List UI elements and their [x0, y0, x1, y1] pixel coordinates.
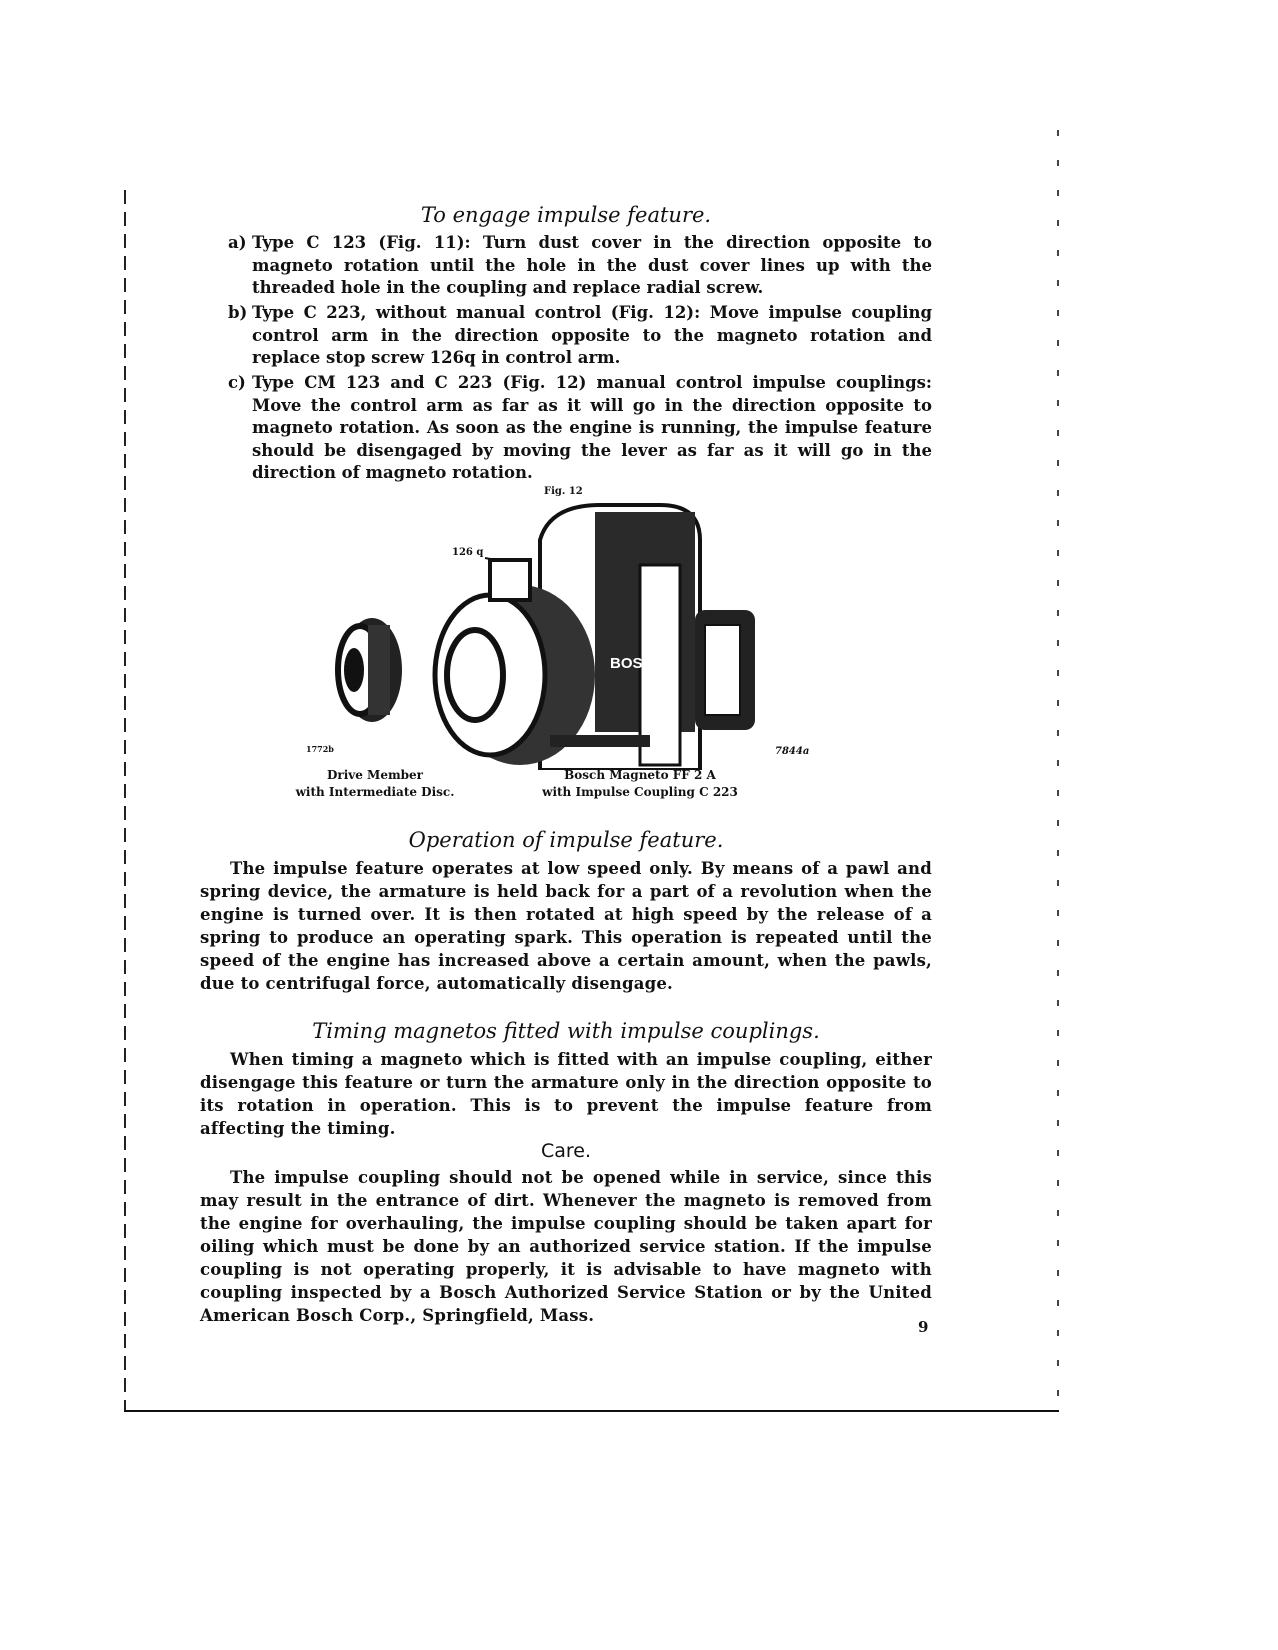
heading-care: Care.	[540, 1140, 592, 1162]
paragraph-timing: When timing a magneto which is fitted with an impulse coupling, either disengage this feature or turn the armature only in the direction opposite to its rotation in operation. This is to prevent the impulse feature from affecting the timing.	[200, 1050, 932, 1138]
item-label: b)	[228, 303, 248, 322]
figure-code-right: 7844a	[775, 746, 810, 757]
figure-callout: 126 q	[452, 547, 484, 558]
item-text: Type C 223, without manual control (Fig. 12): Move impulse coupling control arm in the direction opposite to the magneto rotation and replace stop screw 126q in control arm.	[252, 303, 932, 367]
list-item	[228, 302, 932, 370]
item-text: Type C 123 (Fig. 11): Turn dust cover in the direction opposite to magneto rotation until the hole in the dust cover lines up with the threaded hole in the coupling and replace radial screw.	[252, 233, 932, 297]
caption-line: with Impulse Coupling C 223	[542, 785, 738, 799]
list-item	[228, 372, 932, 485]
caption-magneto	[520, 767, 760, 801]
magneto-drawing	[435, 505, 755, 770]
item-text: Type CM 123 and C 223 (Fig. 12) manual control impulse couplings: Move the control arm as far as it will go in the direction opposite to magneto rotation. As soon as the engine is running, the impulse feature should be disengaged by moving the lever as far as it will go in the direction of magneto rotation.	[252, 373, 932, 482]
item-label: a)	[228, 233, 247, 252]
heading-engage: To engage impulse feature.	[420, 203, 712, 227]
list-item	[228, 232, 932, 300]
magneto-illustration	[310, 500, 790, 770]
caption-line: Drive Member	[326, 768, 424, 782]
figure-title: Fig. 12	[544, 486, 583, 497]
page-border-bottom	[124, 1410, 1059, 1412]
caption-line: with Intermediate Disc.	[295, 785, 455, 799]
paragraph-care: The impulse coupling should not be opened while in service, since this may result in the entrance of dirt. Whenever the magneto is removed from the engine for overhauling, the impulse coupling should be taken apart for oiling which must be done by an authorized service station. If the impulse coupling is not operating properly, it is advisable to have magneto with coupling inspected by a Bosch Authorized Service Station or by the United American Bosch Corp., Springfield, Mass.	[200, 1168, 932, 1325]
caption-line: Bosch Magneto FF 2 A	[564, 768, 716, 782]
page-border-left	[124, 190, 126, 1410]
caption-drive-member	[270, 767, 480, 801]
figure-code-left: 1772b	[306, 744, 334, 754]
heading-timing: Timing magnetos fitted with impulse couplings.	[312, 1019, 820, 1043]
bosch-logo: BOSCH	[610, 655, 665, 672]
heading-operation: Operation of impulse feature.	[408, 828, 724, 852]
paragraph-operation: The impulse feature operates at low speed only. By means of a pawl and spring device, the armature is held back for a part of a revolution when the engine is turned over. It is then rotated at high speed by the release of a spring to produce an operating spark. This operation is repeated until the speed of the engine has increased above a certain amount, when the pawls, due to centrifugal force, automatically disengage.	[200, 859, 932, 993]
drive-member-drawing	[338, 618, 402, 722]
page-border-right	[1057, 130, 1059, 1410]
page-number: 9	[918, 1318, 929, 1336]
item-label: c)	[228, 373, 246, 392]
